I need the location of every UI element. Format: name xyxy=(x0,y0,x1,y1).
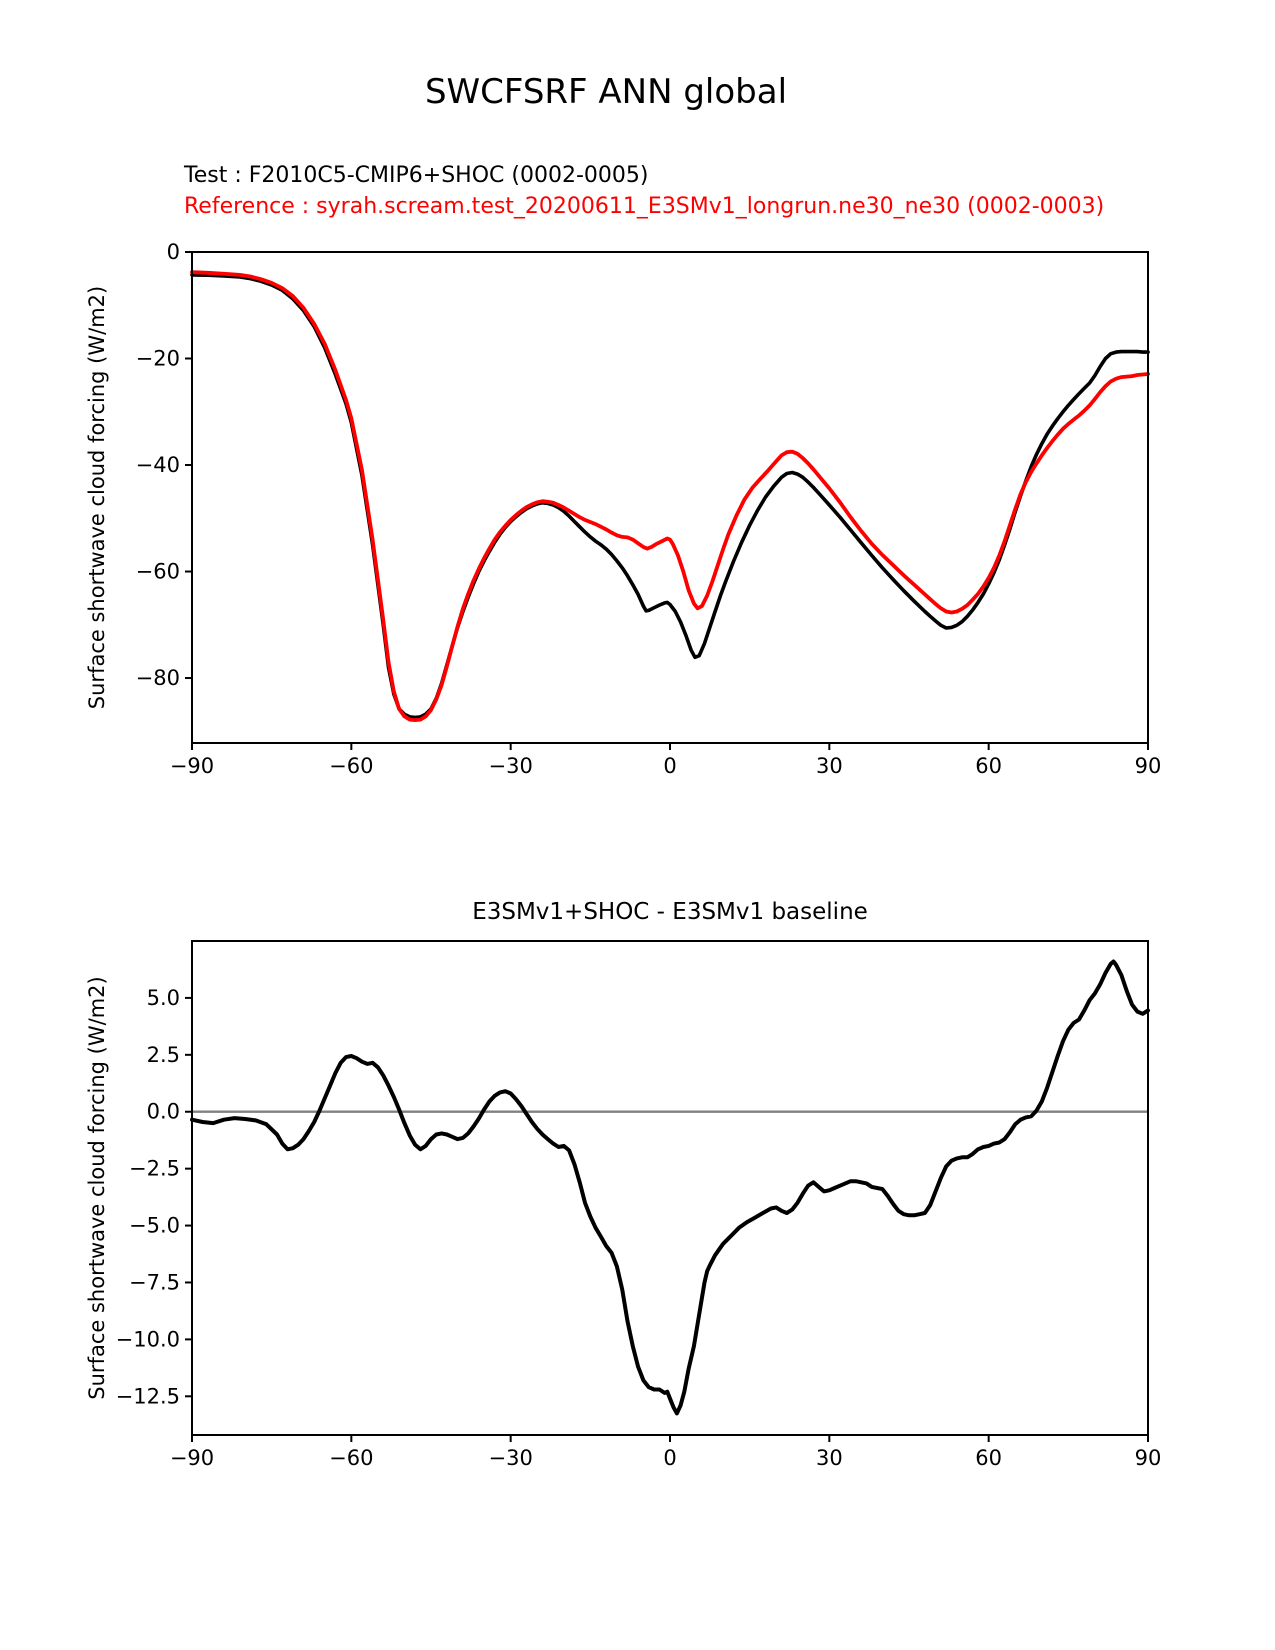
page-title: SWCFSRF ANN global xyxy=(424,72,788,112)
axes-frame xyxy=(192,252,1148,743)
y-tick-label: −7.5 xyxy=(129,1270,180,1295)
y-axis-label: Surface shortwave cloud forcing (W/m2) xyxy=(85,285,109,710)
chart-title: E3SMv1+SHOC - E3SMv1 baseline xyxy=(472,899,868,925)
y-tick-label: −10.0 xyxy=(115,1327,180,1352)
y-tick-label: −40 xyxy=(135,453,180,478)
y-tick-label: −20 xyxy=(135,346,180,371)
x-tick-label: −30 xyxy=(488,1446,533,1470)
x-tick-label: 60 xyxy=(975,754,1003,778)
x-tick-label: −90 xyxy=(169,1446,215,1470)
series-difference-line xyxy=(192,962,1148,1414)
y-tick-label: −12.5 xyxy=(115,1384,180,1409)
x-tick-label: −30 xyxy=(488,754,533,778)
y-tick-label: −2.5 xyxy=(129,1156,180,1181)
x-tick-label: 0 xyxy=(663,1446,677,1470)
x-tick-label: 30 xyxy=(815,1446,843,1470)
bottom-chart xyxy=(85,899,1161,1470)
y-tick-label: 2.5 xyxy=(146,1042,180,1067)
x-tick-label: 0 xyxy=(663,754,677,778)
x-tick-label: 30 xyxy=(815,754,843,778)
series-test-line xyxy=(192,275,1148,718)
x-tick-label: 60 xyxy=(975,1446,1003,1470)
x-tick-label: −90 xyxy=(169,754,215,778)
legend-test-label: Test : F2010C5-CMIP6+SHOC (0002-0005) xyxy=(184,163,649,188)
legend-reference-label: Reference : syrah.scream.test_20200611_E3SMv1_longrun.ne30_ne30 (0002-0003) xyxy=(184,194,1105,219)
y-tick-label: −60 xyxy=(135,559,180,584)
y-tick-label: 5.0 xyxy=(146,985,180,1010)
top-chart xyxy=(85,240,1161,778)
y-tick-label: 0.0 xyxy=(146,1099,180,1124)
y-tick-label: 0 xyxy=(166,240,180,264)
series-reference-line xyxy=(192,272,1148,720)
x-tick-label: −60 xyxy=(329,1446,374,1470)
y-tick-label: −5.0 xyxy=(129,1213,180,1238)
y-tick-label: −80 xyxy=(135,666,180,691)
x-tick-label: −60 xyxy=(329,754,374,778)
y-axis-label: Surface shortwave cloud forcing (W/m2) xyxy=(85,976,109,1400)
x-tick-label: 90 xyxy=(1134,1446,1162,1470)
axes-frame xyxy=(192,941,1148,1435)
x-tick-label: 90 xyxy=(1134,754,1162,778)
